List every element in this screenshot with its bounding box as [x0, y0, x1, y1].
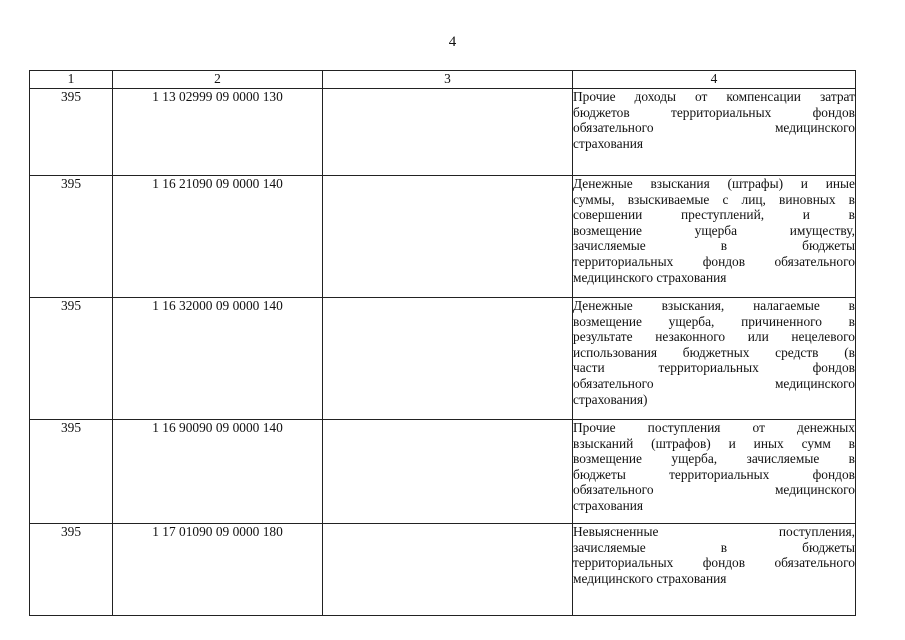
- empty-cell: [323, 89, 573, 176]
- description-text: [573, 89, 855, 151]
- description-text: [573, 524, 855, 586]
- column-header-3: 3: [323, 71, 573, 89]
- description-line: части территориальных фондов: [573, 360, 855, 376]
- description-line: бюджетов территориальных фондов: [573, 104, 855, 120]
- admin-code-cell: 395: [30, 176, 113, 298]
- description-line: территориальных фондов обязательного: [573, 555, 855, 571]
- description-line: возмещение ущерба, зачисляемые в: [573, 451, 855, 467]
- description-line: взысканий (штрафов) и иных сумм в: [573, 435, 855, 451]
- description-line: страхования): [573, 391, 648, 407]
- admin-code-cell: 395: [30, 524, 113, 616]
- description-line: медицинского страхования: [573, 570, 727, 586]
- budget-code-cell: 1 17 01090 09 0000 180: [113, 524, 323, 616]
- description-cell: [573, 89, 856, 176]
- admin-code-cell: 395: [30, 420, 113, 524]
- page-number: 4: [448, 34, 457, 50]
- description-line: обязательного медицинского: [573, 375, 855, 391]
- description-text: [573, 420, 855, 514]
- description-line: использования бюджетных средств (в: [573, 344, 855, 360]
- description-text: [573, 298, 855, 407]
- table-row: [30, 420, 856, 524]
- empty-cell: [323, 420, 573, 524]
- description-line: обязательного медицинского: [573, 482, 855, 498]
- description-line: совершении преступлений, и в: [573, 207, 855, 223]
- budget-code-cell: 1 16 32000 09 0000 140: [113, 298, 323, 420]
- admin-code-cell: 395: [30, 298, 113, 420]
- table-row: [30, 89, 856, 176]
- description-line: суммы, взыскиваемые с лиц, виновных в: [573, 191, 855, 207]
- table-row: [30, 176, 856, 298]
- description-line: Прочие поступления от денежных: [573, 420, 855, 435]
- column-header-4: 4: [573, 71, 856, 89]
- description-line: медицинского страхования: [573, 269, 727, 285]
- budget-code-cell: 1 16 21090 09 0000 140: [113, 176, 323, 298]
- table-row: [30, 298, 856, 420]
- description-line: результате незаконного или нецелевого: [573, 329, 855, 345]
- description-line: обязательного медицинского: [573, 120, 855, 136]
- description-line: страхования: [573, 135, 644, 151]
- budget-code-cell: 1 13 02999 09 0000 130: [113, 89, 323, 176]
- column-header-2: 2: [113, 71, 323, 89]
- description-cell: [573, 420, 856, 524]
- description-cell: [573, 176, 856, 298]
- header-row: [30, 71, 856, 89]
- description-line: Денежные взыскания, налагаемые в: [573, 298, 855, 313]
- description-line: возмещение ущерба, причиненного в: [573, 313, 855, 329]
- description-text: [573, 176, 855, 285]
- description-cell: [573, 524, 856, 616]
- budget-code-cell: 1 16 90090 09 0000 140: [113, 420, 323, 524]
- description-cell: [573, 298, 856, 420]
- revenue-codes-table: [29, 70, 856, 616]
- description-line: территориальных фондов обязательного: [573, 253, 855, 269]
- column-header-1: 1: [30, 71, 113, 89]
- table-row: [30, 524, 856, 616]
- description-line: зачисляемые в бюджеты: [573, 238, 855, 254]
- description-line: зачисляемые в бюджеты: [573, 539, 855, 555]
- admin-code-cell: 395: [30, 89, 113, 176]
- empty-cell: [323, 298, 573, 420]
- description-line: Денежные взыскания (штрафы) и иные: [573, 176, 855, 191]
- empty-cell: [323, 524, 573, 616]
- description-line: страхования: [573, 497, 644, 513]
- description-line: Прочие доходы от компенсации затрат: [573, 89, 855, 104]
- description-line: возмещение ущерба имуществу,: [573, 222, 855, 238]
- description-line: бюджеты территориальных фондов: [573, 466, 855, 482]
- empty-cell: [323, 176, 573, 298]
- description-line: Невыясненные поступления,: [573, 524, 855, 539]
